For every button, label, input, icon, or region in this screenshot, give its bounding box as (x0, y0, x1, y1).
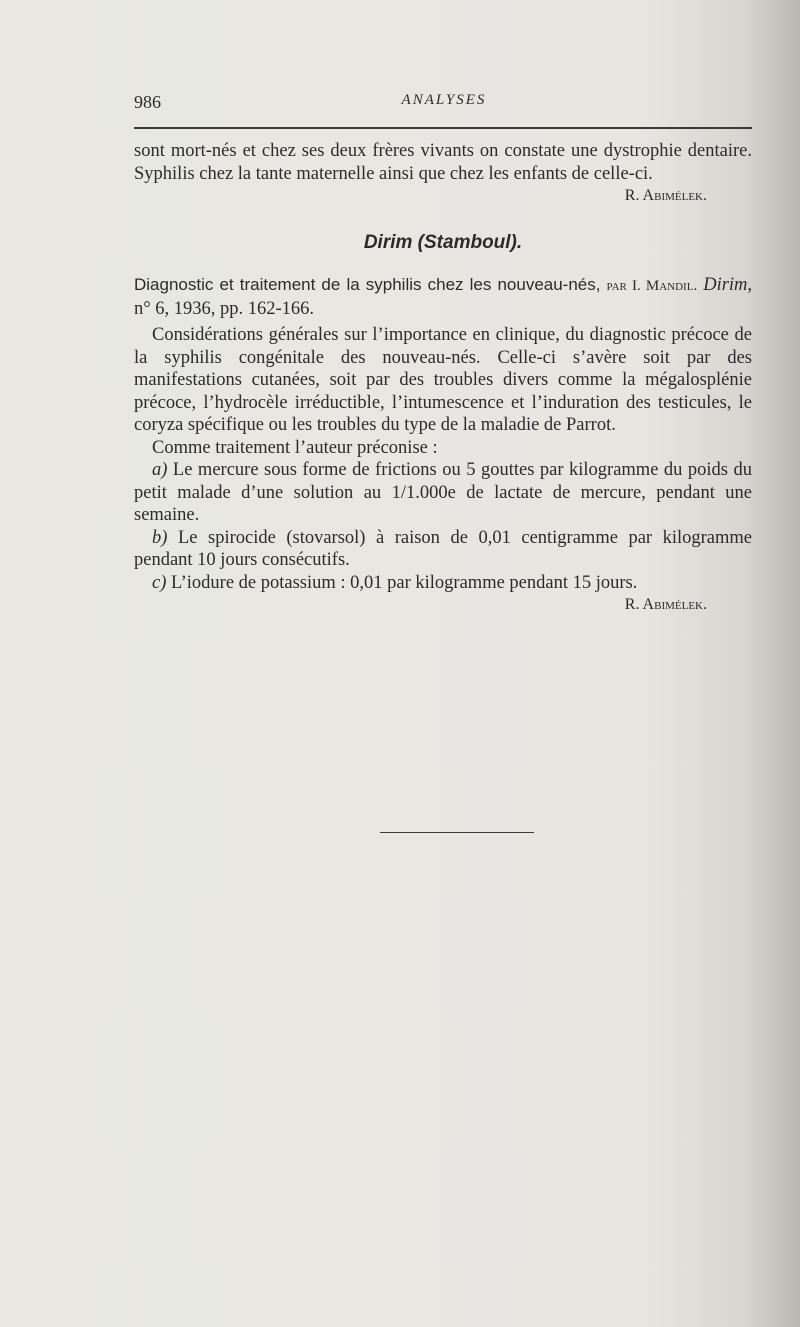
item-b-text: Le spirocide (stovarsol) à raison de 0,01 centigramme par kilogramme pendant 10 jours consécutifs. (134, 527, 752, 570)
page-header (134, 90, 754, 114)
treatment-item-a (134, 459, 752, 527)
header-rule (134, 127, 752, 129)
body-text (134, 140, 752, 617)
item-c-text: L’iodure de potassium : 0,01 par kilogramme pendant 15 jours. (171, 572, 638, 593)
article-paragraph-2: Comme traitement l’auteur préconise : (152, 437, 438, 458)
item-a-text: Le mercure sous forme de frictions ou 5 gouttes par kilogramme du poids du petit malade d’une solution au 1/1.000e de lactate de mercure, pendant une semaine. (134, 460, 752, 525)
article-signature: R. Abimélek. (624, 596, 707, 613)
carryover-signature: R. Abimélek. (624, 187, 707, 204)
article-journal: Dirim, (703, 275, 753, 295)
running-title: ANALYSES (401, 92, 487, 108)
treatment-item-c (134, 572, 752, 595)
article-citation: n° 6, 1936, pp. 162-166. (134, 298, 315, 319)
item-c-label: c) (152, 572, 167, 593)
section-title: Dirim (Stamboul). (363, 231, 523, 253)
item-b-label: b) (152, 527, 168, 548)
page-number: 986 (134, 92, 161, 112)
article-byline: par I. Mandil. (606, 278, 698, 294)
carryover-paragraph: sont mort-nés et chez ses deux frères vivants on constate une dystrophie dentaire. Syphilis chez la tante maternelle ainsi que chez les enfants de celle-ci. (134, 141, 752, 184)
treatment-item-b (134, 527, 752, 572)
article-heading (134, 274, 752, 320)
article-title: Diagnostic et traitement de la syphilis chez les nouveau-nés, (134, 275, 601, 294)
article-paragraph-1: Considérations générales sur l’importance en clinique, du diagnostic précoce de la syphilis congénitale des nouveau-nés. Celle-ci s’avère soit par des manifestations cutanées, soit par des troubles divers comme la mégalosplénie précoce, l’hydrocèle irréductible, l’intumescence et l’induration des testicules, le coryza spécifique ou les troubles du type de la maladie de Parrot. (134, 325, 752, 435)
end-rule (380, 832, 534, 833)
item-a-label: a) (152, 460, 168, 480)
